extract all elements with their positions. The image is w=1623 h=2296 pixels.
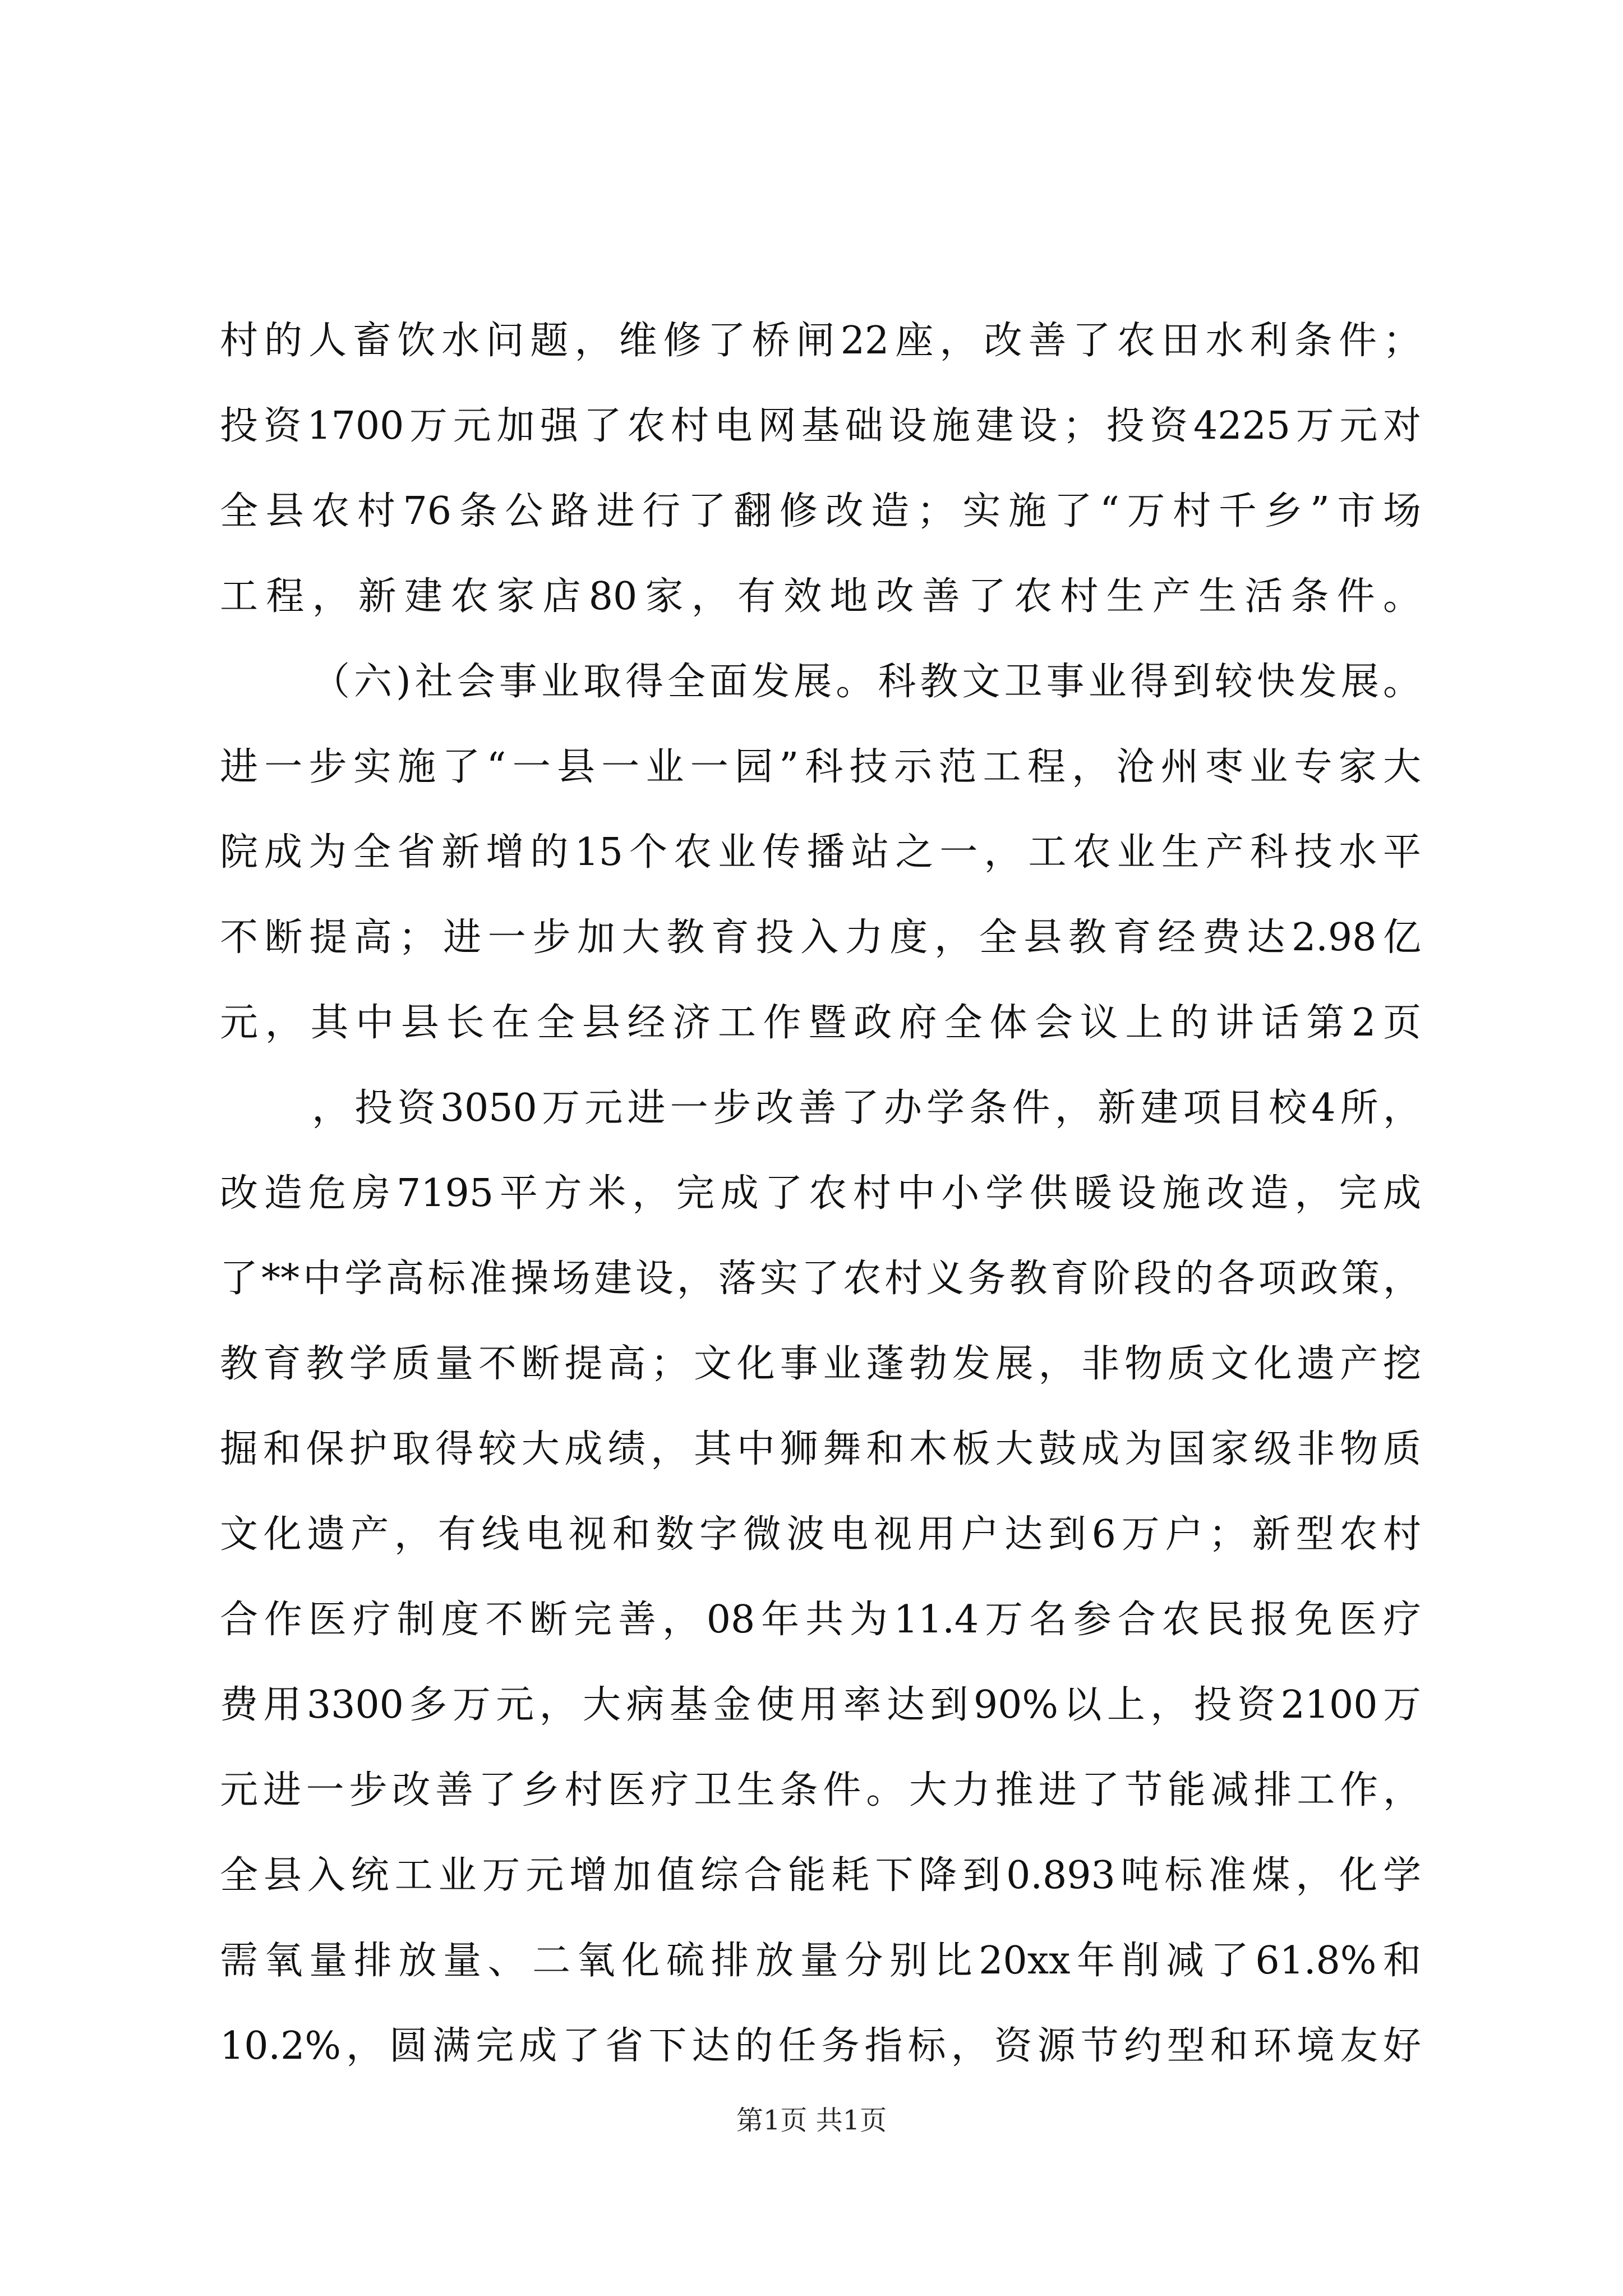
text-line-4: 工程，新建农家店80家，有效地改善了农村生产生活条件。 [220,574,1421,619]
paragraph-six-start: （六)社会事业取得全面发展。科教文卫事业得到较快发展。 [312,660,1422,704]
page-footer: 第1页 共1页 [736,2105,887,2136]
text-line-15: 文化遗产，有线电视和数字微波电视用户达到6万户；新型农村 [220,1512,1421,1557]
text-line-2: 投资1700万元加强了农村电网基础设施建设；投资4225万元对 [220,404,1421,448]
text-line-7: 院成为全省新增的15个农业传播站之一，工农业生产科技水平 [220,830,1421,875]
body-text [220,298,1421,2089]
text-line-18: 元进一步改善了乡村医疗卫生条件。大力推进了节能减排工作， [220,1768,1421,1812]
text-line-1: 村的人畜饮水问题，维修了桥闸22座，改善了农田水利条件； [220,319,1421,363]
text-line-6: 进一步实施了“一县一业一园”科技示范工程，沧州枣业专家大 [220,745,1421,789]
text-line-19: 全县入统工业万元增加值综合能耗下降到0.893吨标准煤，化学 [220,1853,1421,1898]
text-line-14: 掘和保护取得较大成绩，其中狮舞和木板大鼓成为国家级非物质 [220,1427,1421,1471]
text-line-8: 不断提高；进一步加大教育投入力度，全县教育经费达2.98亿 [220,915,1421,960]
text-line-17: 费用3300多万元，大病基金使用率达到90%以上，投资2100万 [220,1683,1421,1727]
text-line-12: 了**中学高标准操场建设，落实了农村义务教育阶段的各项政策， [220,1257,1421,1301]
text-line-3: 全县农村76条公路进行了翻修改造；实施了“万村千乡”市场 [220,489,1421,533]
paragraph-continuation-start: ，投资3050万元进一步改善了办学条件，新建项目校4所， [312,1086,1421,1130]
text-line-9: 元，其中县长在全县经济工作暨政府全体会议上的讲话第2页 [220,1001,1421,1045]
text-line-16: 合作医疗制度不断完善，08年共为11.4万名参合农民报免医疗 [220,1598,1421,1642]
text-line-20: 需氧量排放量、二氧化硫排放量分别比20xx年削减了61.8%和 [220,1939,1421,1983]
text-line-21: 10.2%，圆满完成了省下达的任务指标，资源节约型和环境友好 [220,2024,1421,2068]
text-line-13: 教育教学质量不断提高；文化事业蓬勃发展，非物质文化遗产挖 [220,1342,1421,1386]
text-line-11: 改造危房7195平方米，完成了农村中小学供暖设施改造，完成 [220,1171,1421,1216]
